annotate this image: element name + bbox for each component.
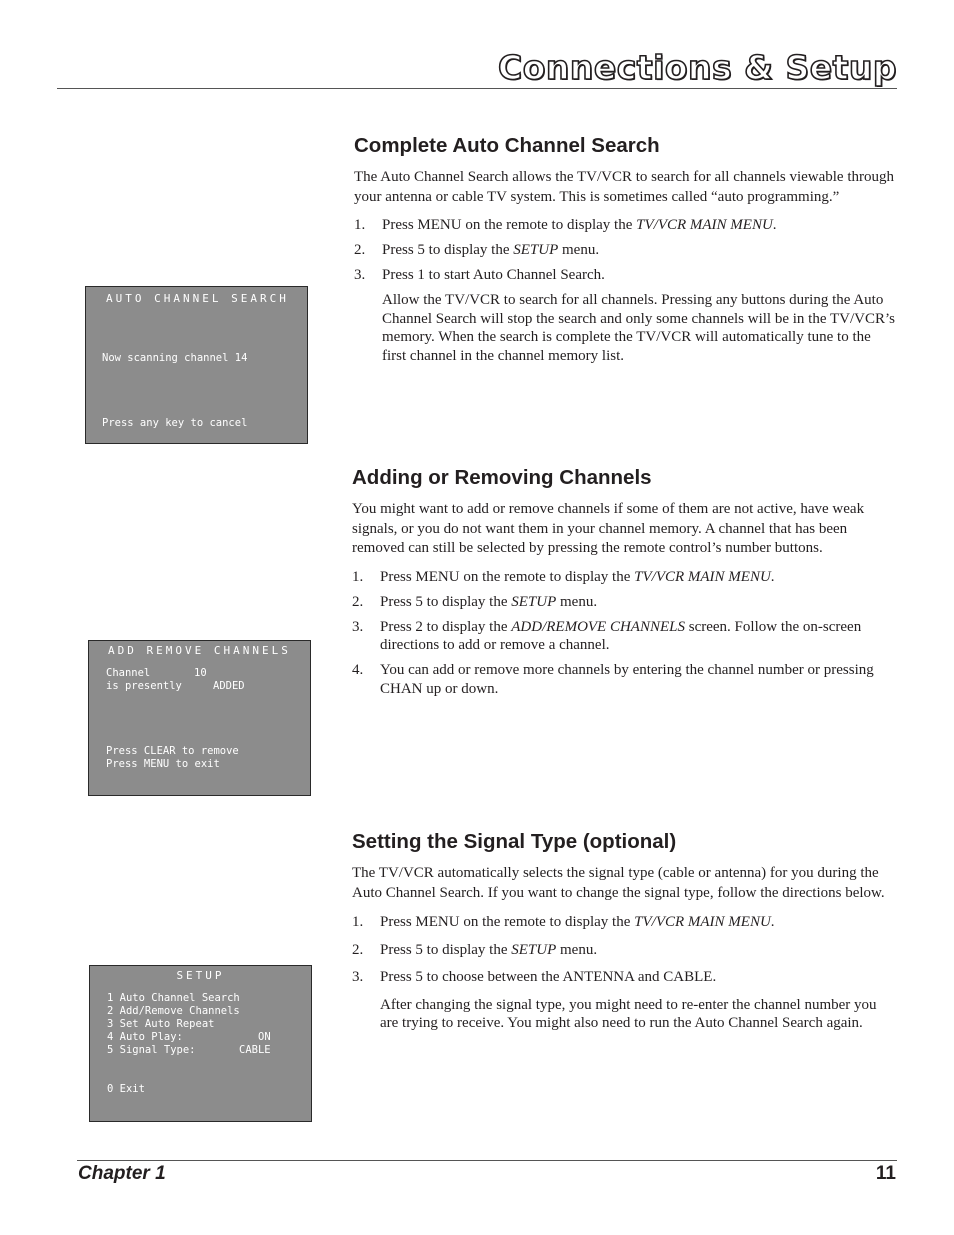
header-divider <box>57 88 897 89</box>
page-number: 11 <box>875 1163 896 1184</box>
step-text <box>380 941 900 960</box>
auto-channel-search-screen <box>85 286 308 444</box>
step-number: 2. <box>354 242 366 258</box>
step-text-part: Press MENU on the remote to display the <box>382 217 637 233</box>
scanning-status: Now scanning channel 14 <box>102 352 248 364</box>
step-text-part: You can add or remove more channels by entering the channel number or pressing CHAN up or down. <box>380 662 874 697</box>
step-text <box>382 216 902 235</box>
step-number: 1. <box>352 914 364 930</box>
setup-menu-screen <box>89 965 312 1122</box>
cancel-hint: Press any key to cancel <box>102 417 248 429</box>
step-number: 3. <box>352 969 364 985</box>
step-text-part: . <box>770 914 775 930</box>
steps-list <box>354 216 902 285</box>
step-text-part: . <box>772 217 777 233</box>
step-number: 2. <box>352 941 364 958</box>
auto-play-value: ON <box>258 1031 271 1043</box>
step-text-part: menu. <box>558 242 600 258</box>
section-auto-channel-search <box>354 134 902 365</box>
step-item <box>354 216 902 235</box>
step-text <box>380 568 900 587</box>
step-text-part: Press 5 to display the <box>382 242 514 258</box>
step-item <box>352 618 900 655</box>
step-text <box>380 968 900 987</box>
menu-item-add-remove-channels: 2 Add/Remove Channels <box>107 1005 240 1017</box>
step-text <box>380 661 900 698</box>
step-text-part: menu. <box>556 593 598 610</box>
menu-item-set-auto-repeat: 3 Set Auto Repeat <box>107 1018 215 1030</box>
section-signal-type <box>352 830 900 1033</box>
step-menu-name: TV/VCR MAIN MENU <box>634 568 771 585</box>
step-text-part: Press 1 to start Auto Channel Search. <box>382 267 605 283</box>
step-number: 1. <box>354 217 366 233</box>
screen-title: ADD REMOVE CHANNELS <box>108 644 291 657</box>
menu-item-auto-channel-search: 1 Auto Channel Search <box>107 992 240 1004</box>
screen-title: SETUP <box>176 969 225 982</box>
step-text-part: Press MENU on the remote to display the <box>380 914 635 930</box>
step-text-part: Press 5 to display the <box>380 941 512 958</box>
step-note: After changing the signal type, you might need to re-enter the channel number you are trying to receive. You might also need to run the Auto Channel Search again. <box>380 996 877 1031</box>
page-header-title: Connections & Setup <box>497 48 897 87</box>
section-heading: Complete Auto Channel Search <box>354 134 660 157</box>
footer-divider <box>77 1160 897 1161</box>
step-item <box>352 593 900 612</box>
step-note: Allow the TV/VCR to search for all channels. Pressing any buttons during the Auto Channel Search will stop the search and only some channels will be in the TV/VCR’s memory. When the search is complete the TV/VCR will automatically tune to the first channel in the channel memory list. <box>382 292 895 364</box>
step-text-part: menu. <box>556 941 598 958</box>
section-adding-removing-channels <box>352 466 900 705</box>
section-heading: Adding or Removing Channels <box>352 466 652 489</box>
channel-state-label: is presently <box>106 680 182 692</box>
menu-item-signal-type: 5 Signal Type: <box>107 1044 196 1056</box>
step-menu-name: TV/VCR MAIN MENU <box>636 217 773 233</box>
steps-list <box>352 568 900 699</box>
screen-title: AUTO CHANNEL SEARCH <box>106 292 289 305</box>
step-text-part: screen. Follow the on-screen directions to add or remove a channel. <box>380 618 862 653</box>
step-text-part: . <box>770 568 775 585</box>
step-number: 3. <box>354 267 366 283</box>
step-menu-name: TV/VCR MAIN MENU <box>634 914 771 930</box>
step-text-part: Press 2 to display the <box>380 618 512 635</box>
step-menu-name: ADD/REMOVE CHANNELS <box>511 618 685 635</box>
channel-state-value: ADDED <box>213 680 245 692</box>
section-heading: Setting the Signal Type (optional) <box>352 830 677 853</box>
step-text <box>380 913 900 932</box>
footer-chapter: Chapter 1 <box>78 1163 166 1184</box>
add-remove-channels-screen <box>88 640 311 796</box>
channel-label: Channel <box>106 667 151 679</box>
remove-hint: Press CLEAR to remove <box>106 745 239 757</box>
step-menu-name: SETUP <box>511 593 557 610</box>
step-item <box>354 241 902 260</box>
channel-value: 10 <box>194 667 207 679</box>
step-text <box>382 241 902 260</box>
exit-hint: Press MENU to exit <box>106 758 220 770</box>
steps-list <box>352 913 900 987</box>
menu-item-exit: 0 Exit <box>107 1083 145 1095</box>
step-item <box>352 568 900 587</box>
section-intro: The TV/VCR automatically selects the signal type (cable or antenna) for you during the Auto Channel Search. If you want to change the signal type, follow the directions below. <box>352 865 885 901</box>
section-intro: The Auto Channel Search allows the TV/VCR to search for all channels viewable through your antenna or cable TV system. This is sometimes called “auto programming.” <box>354 169 894 205</box>
step-text-part: Press 5 to display the <box>380 593 512 610</box>
step-item <box>352 913 900 932</box>
step-item <box>354 266 902 285</box>
step-text <box>380 618 900 655</box>
step-text-part: Press 5 to choose between the ANTENNA and CABLE. <box>380 969 717 985</box>
step-number: 2. <box>352 593 364 610</box>
step-item <box>352 941 900 960</box>
step-text <box>380 593 900 612</box>
menu-item-auto-play: 4 Auto Play: <box>107 1031 183 1043</box>
step-number: 4. <box>352 662 364 678</box>
step-menu-name: SETUP <box>511 941 557 958</box>
section-intro: You might want to add or remove channels if some of them are not active, have weak signals, or you do not want them in your channel memory. A channel that has been removed can still be selected by pressing the remote control’s number buttons. <box>352 501 865 556</box>
step-text-part: Press MENU on the remote to display the <box>380 568 635 585</box>
step-number: 1. <box>352 568 364 585</box>
step-number: 3. <box>352 618 364 635</box>
step-menu-name: SETUP <box>513 242 559 258</box>
step-item <box>352 661 900 698</box>
step-item <box>352 968 900 987</box>
step-text <box>382 266 902 285</box>
signal-type-value: CABLE <box>239 1044 271 1056</box>
